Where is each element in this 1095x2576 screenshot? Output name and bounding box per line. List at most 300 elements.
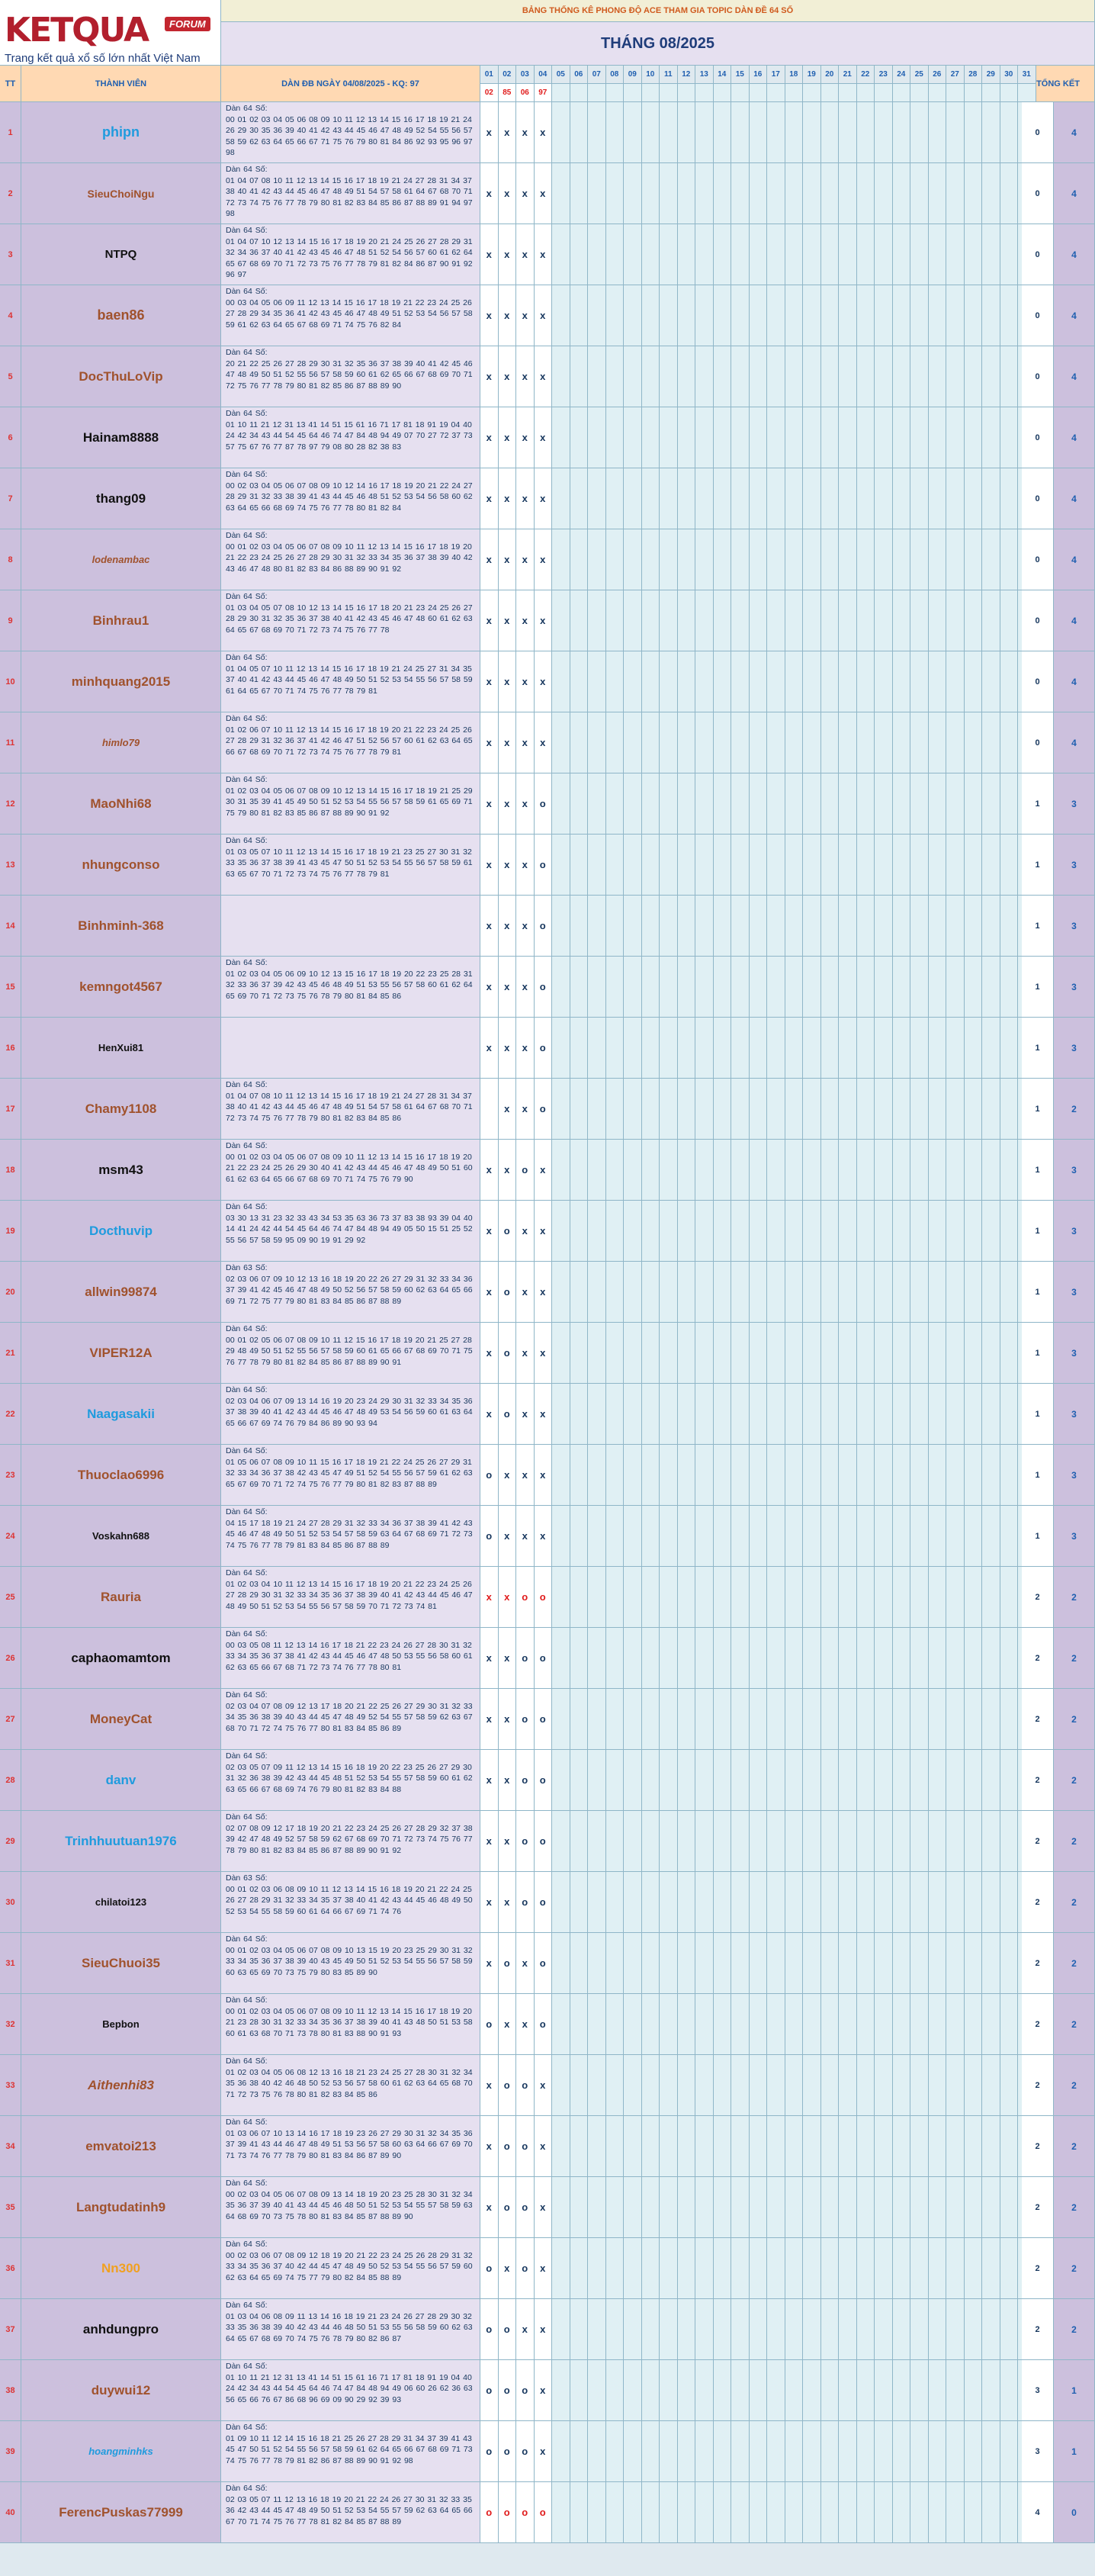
- day-empty: [642, 1201, 660, 1262]
- day-empty: [714, 712, 732, 773]
- day-empty: [731, 1506, 750, 1567]
- row-number: 21: [0, 1323, 21, 1384]
- day-empty: [1000, 1323, 1019, 1384]
- day-empty: [839, 896, 857, 957]
- day-empty: [893, 1933, 911, 1994]
- day-empty: [946, 1506, 965, 1567]
- member-name[interactable]: Hainam8888: [21, 407, 221, 468]
- member-name[interactable]: msm43: [21, 1140, 221, 1201]
- day-empty: [606, 346, 625, 407]
- day-empty: [695, 1201, 714, 1262]
- member-name[interactable]: Naagasakii: [21, 1384, 221, 1445]
- day-empty: [750, 773, 768, 835]
- member-name[interactable]: anhdungpro: [21, 2299, 221, 2360]
- day-empty: [803, 1262, 821, 1323]
- day-empty: [606, 590, 625, 651]
- day-empty: [821, 1323, 840, 1384]
- day-empty: [821, 896, 840, 957]
- dan-numbers: [221, 2238, 480, 2299]
- day-empty: [875, 468, 893, 529]
- day-empty: [660, 1628, 678, 1689]
- day-empty: [821, 1933, 840, 1994]
- day-empty: [857, 590, 875, 651]
- day-empty: [588, 1689, 606, 1750]
- day-empty: [767, 285, 785, 346]
- day-empty: [857, 773, 875, 835]
- day-empty: [893, 1750, 911, 1811]
- day-mark: o: [516, 1872, 535, 1933]
- day-empty: [731, 2238, 750, 2299]
- day-header: 27: [946, 66, 965, 84]
- day-empty: [857, 102, 875, 163]
- dan-numbers: [221, 1262, 480, 1323]
- member-name[interactable]: kemngot4567: [21, 957, 221, 1018]
- member-name[interactable]: baen86: [21, 285, 221, 346]
- dan-label: Dàn 64 Số:: [226, 653, 268, 662]
- day-result: [660, 84, 678, 102]
- day-empty: [929, 1262, 947, 1323]
- day-empty: [695, 2421, 714, 2482]
- day-header: 01: [480, 66, 499, 84]
- dan-label: Dàn 64 Số:: [226, 1324, 268, 1333]
- member-name[interactable]: hoangminhks: [21, 2421, 221, 2482]
- day-empty: [588, 1811, 606, 1872]
- day-empty: [965, 2177, 983, 2238]
- day-empty: [660, 2177, 678, 2238]
- day-empty: [929, 285, 947, 346]
- member-name[interactable]: allwin99874: [21, 1262, 221, 1323]
- day-empty: [946, 2421, 965, 2482]
- total-score: 2: [1054, 2299, 1095, 2360]
- day-empty: [857, 1689, 875, 1750]
- day-empty: [767, 2116, 785, 2177]
- day-empty: [946, 1201, 965, 1262]
- day-empty: [660, 468, 678, 529]
- day-empty: [910, 1994, 929, 2055]
- day-empty: [821, 1994, 840, 2055]
- dan-numbers: [221, 773, 480, 835]
- day-empty: [785, 2238, 804, 2299]
- day-empty: [893, 529, 911, 590]
- day-empty: [910, 957, 929, 1018]
- total-score: 0: [1054, 2482, 1095, 2543]
- member-name[interactable]: Binhrau1: [21, 590, 221, 651]
- dan-label: Dàn 64 Số:: [226, 2118, 268, 2127]
- day-empty: [642, 529, 660, 590]
- day-empty: [570, 2177, 589, 2238]
- day-empty: [731, 346, 750, 407]
- day-empty: [982, 1262, 1000, 1323]
- day-empty: [946, 1872, 965, 1933]
- day-empty: [660, 1079, 678, 1140]
- day-empty: [767, 2238, 785, 2299]
- day-empty: [857, 896, 875, 957]
- day-empty: [839, 773, 857, 835]
- day-empty: [642, 2421, 660, 2482]
- member-name[interactable]: thang09: [21, 468, 221, 529]
- member-name[interactable]: emvatoi213: [21, 2116, 221, 2177]
- day-empty: [660, 163, 678, 224]
- day-empty: [910, 1750, 929, 1811]
- member-name[interactable]: Trinhhuutuan1976: [21, 1811, 221, 1872]
- day-empty: [857, 2055, 875, 2116]
- day-header: 04: [535, 66, 553, 84]
- day-empty: [606, 285, 625, 346]
- day-empty: [570, 957, 589, 1018]
- dan-label: Dàn 64 Số:: [226, 1080, 268, 1089]
- member-name[interactable]: NTPQ: [21, 224, 221, 285]
- day-empty: [839, 2482, 857, 2543]
- day-empty: [821, 1201, 840, 1262]
- day-empty: [929, 2055, 947, 2116]
- day-empty: [678, 1872, 696, 1933]
- day-empty: [893, 2055, 911, 2116]
- day-empty: [785, 1506, 804, 1567]
- day-empty: [624, 1262, 642, 1323]
- total-score: 2: [1054, 1567, 1095, 1628]
- day-empty: [678, 2055, 696, 2116]
- day-empty: [570, 1872, 589, 1933]
- dan-list: 01 03 04 05 07 08 10 12 13 14 15 16 17 18 20 21 23 24 25 26 27 28 29 30 31 32 35 36 37 38 40 41 42 43 45 46 47 48 60 61 62 63 64 65 67 68 69 70 71 72 73 74 75 76 77 78: [226, 603, 473, 635]
- day-empty: [839, 2299, 857, 2360]
- day-mark: x: [499, 1140, 517, 1201]
- member-name[interactable]: Binhminh-368: [21, 896, 221, 957]
- day-empty: [714, 2116, 732, 2177]
- day-empty: [714, 2055, 732, 2116]
- day-mark: x: [516, 712, 535, 773]
- dan-label: Dàn 64 Số:: [226, 714, 268, 723]
- day-header: 26: [929, 66, 947, 84]
- day-empty: [929, 835, 947, 896]
- member-name[interactable]: caphaomamtom: [21, 1628, 221, 1689]
- total-score: 2: [1054, 1811, 1095, 1872]
- day-empty: [642, 407, 660, 468]
- member-name[interactable]: danv: [21, 1750, 221, 1811]
- day-empty: [857, 1018, 875, 1079]
- day-empty: [893, 1018, 911, 1079]
- day-empty: [570, 2055, 589, 2116]
- day-mark: x: [499, 529, 517, 590]
- day-empty: [821, 835, 840, 896]
- day-empty: [982, 2360, 1000, 2421]
- day-mark: x: [480, 1933, 499, 1994]
- miss-count: 1: [1022, 957, 1054, 1018]
- day-empty: [803, 102, 821, 163]
- dan-numbers: [221, 2299, 480, 2360]
- day-mark: x: [516, 529, 535, 590]
- day-empty: [731, 2116, 750, 2177]
- day-empty: [678, 1994, 696, 2055]
- total-score: 1: [1054, 2360, 1095, 2421]
- day-mark: o: [516, 1628, 535, 1689]
- day-empty: [857, 1445, 875, 1506]
- day-empty: [893, 224, 911, 285]
- member-name[interactable]: nhungconso: [21, 835, 221, 896]
- day-empty: [875, 2177, 893, 2238]
- day-empty: [1000, 2116, 1019, 2177]
- day-empty: [839, 1933, 857, 1994]
- day-empty: [857, 1323, 875, 1384]
- day-empty: [821, 2299, 840, 2360]
- day-empty: [1000, 1872, 1019, 1933]
- day-empty: [803, 1018, 821, 1079]
- day-empty: [929, 468, 947, 529]
- day-empty: [929, 224, 947, 285]
- day-empty: [678, 224, 696, 285]
- day-empty: [695, 1689, 714, 1750]
- day-empty: [552, 163, 570, 224]
- total-score: 2: [1054, 2055, 1095, 2116]
- day-empty: [857, 2299, 875, 2360]
- day-empty: [695, 163, 714, 224]
- day-mark: x: [499, 1750, 517, 1811]
- miss-count: 1: [1022, 835, 1054, 896]
- day-empty: [982, 712, 1000, 773]
- day-mark: o: [480, 2421, 499, 2482]
- day-mark: x: [516, 102, 535, 163]
- member-name[interactable]: Docthuvip: [21, 1201, 221, 1262]
- day-empty: [875, 1384, 893, 1445]
- ketqua-logo[interactable]: [0, 0, 221, 66]
- day-empty: [839, 1079, 857, 1140]
- day-empty: [982, 2299, 1000, 2360]
- day-empty: [857, 2177, 875, 2238]
- day-empty: [750, 163, 768, 224]
- member-name[interactable]: SieuChoiNgu: [21, 163, 221, 224]
- day-empty: [606, 529, 625, 590]
- day-empty: [588, 896, 606, 957]
- day-mark: o: [499, 2421, 517, 2482]
- day-empty: [750, 1750, 768, 1811]
- day-empty: [624, 590, 642, 651]
- total-score: 2: [1054, 1079, 1095, 1140]
- day-empty: [910, 2055, 929, 2116]
- day-header: 02: [499, 66, 517, 84]
- miss-count: 0: [1022, 285, 1054, 346]
- member-name[interactable]: phipn: [21, 102, 221, 163]
- member-name[interactable]: Voskahn688: [21, 1506, 221, 1567]
- day-mark: x: [535, 529, 553, 590]
- day-mark: x: [535, 1201, 553, 1262]
- day-empty: [552, 468, 570, 529]
- dan-label: Dàn 64 Số:: [226, 836, 268, 845]
- day-empty: [785, 2360, 804, 2421]
- day-empty: [875, 1994, 893, 2055]
- day-empty: [660, 2116, 678, 2177]
- total-score: 4: [1054, 712, 1095, 773]
- member-name[interactable]: chilatoi123: [21, 1872, 221, 1933]
- day-empty: [982, 224, 1000, 285]
- day-empty: [660, 1201, 678, 1262]
- day-mark: o: [535, 896, 553, 957]
- dan-list: 01 03 05 07 10 11 12 13 14 15 16 17 18 19 21 23 25 27 30 31 32 33 35 36 37 38 39 41 43 45 47 50 51 52 53 54 55 56 57 58 59 61 63 65 67 70 71 72 73 74 75 76 77 78 79 81: [226, 847, 473, 879]
- day-empty: [642, 1323, 660, 1384]
- member-name[interactable]: Chamy1108: [21, 1079, 221, 1140]
- day-empty: [821, 1689, 840, 1750]
- total-score: 1: [1054, 2421, 1095, 2482]
- day-empty: [1000, 2360, 1019, 2421]
- day-empty: [606, 1262, 625, 1323]
- day-empty: [965, 1323, 983, 1384]
- day-mark: x: [499, 2238, 517, 2299]
- day-empty: [714, 1750, 732, 1811]
- day-mark: x: [480, 1201, 499, 1262]
- member-name[interactable]: Thuoclao6996: [21, 1445, 221, 1506]
- total-score: 3: [1054, 1262, 1095, 1323]
- day-empty: [588, 2360, 606, 2421]
- day-empty: [731, 1750, 750, 1811]
- member-name[interactable]: Aithenhi83: [21, 2055, 221, 2116]
- member-name[interactable]: minhquang2015: [21, 651, 221, 712]
- day-empty: [552, 1079, 570, 1140]
- day-empty: [660, 1384, 678, 1445]
- dan-list: 01 04 05 07 10 11 12 13 14 15 16 17 18 19 21 24 25 27 31 34 35 37 40 41 42 43 44 45 46 47 48 49 50 51 52 53 54 55 56 57 58 59 61 64 65 67 70 71 74 75 76 77 78 79 81: [226, 664, 473, 696]
- day-empty: [1000, 957, 1019, 1018]
- day-empty: [552, 1140, 570, 1201]
- row-number: 19: [0, 1201, 21, 1262]
- day-empty: [893, 102, 911, 163]
- day-empty: [910, 651, 929, 712]
- day-mark: x: [480, 529, 499, 590]
- day-empty: [839, 285, 857, 346]
- day-mark: x: [535, 1384, 553, 1445]
- day-empty: [875, 1323, 893, 1384]
- day-empty: [821, 1140, 840, 1201]
- day-empty: [660, 1872, 678, 1933]
- day-empty: [714, 163, 732, 224]
- day-empty: [785, 346, 804, 407]
- dan-list: 01 05 06 07 08 09 10 11 15 16 17 18 19 21 22 24 25 26 27 29 31 32 33 34 36 37 38 42 43 45 47 49 51 52 54 55 56 57 59 61 62 63 65 67 69 70 71 72 74 75 76 77 79 80 81 82 83 87 88 89: [226, 1457, 473, 1489]
- dan-label: Dàn 64 Số:: [226, 226, 268, 235]
- dan-numbers: [221, 1994, 480, 2055]
- day-empty: [767, 1079, 785, 1140]
- day-mark: x: [535, 590, 553, 651]
- row-number: 7: [0, 468, 21, 529]
- day-empty: [588, 1567, 606, 1628]
- day-empty: [678, 590, 696, 651]
- row-number: 10: [0, 651, 21, 712]
- day-empty: [695, 1323, 714, 1384]
- member-name[interactable]: Rauria: [21, 1567, 221, 1628]
- day-empty: [893, 957, 911, 1018]
- day-empty: [767, 407, 785, 468]
- day-empty: [624, 529, 642, 590]
- day-empty: [642, 2299, 660, 2360]
- day-empty: [624, 163, 642, 224]
- dan-label: Dàn 64 Số:: [226, 1141, 268, 1150]
- day-empty: [714, 1933, 732, 1994]
- day-empty: [785, 1384, 804, 1445]
- day-empty: [982, 590, 1000, 651]
- day-mark: o: [535, 1689, 553, 1750]
- member-name[interactable]: himlo79: [21, 712, 221, 773]
- day-mark: x: [480, 163, 499, 224]
- day-empty: [785, 1262, 804, 1323]
- member-name[interactable]: FerencPuskas77999: [21, 2482, 221, 2543]
- day-empty: [624, 957, 642, 1018]
- day-empty: [731, 1445, 750, 1506]
- day-empty: [839, 590, 857, 651]
- day-empty: [982, 346, 1000, 407]
- day-empty: [678, 285, 696, 346]
- day-empty: [929, 529, 947, 590]
- day-empty: [982, 468, 1000, 529]
- member-name[interactable]: Nn300: [21, 2238, 221, 2299]
- day-empty: [714, 529, 732, 590]
- day-empty: [965, 529, 983, 590]
- day-result: [946, 84, 965, 102]
- day-empty: [660, 896, 678, 957]
- day-empty: [606, 1323, 625, 1384]
- day-empty: [767, 2055, 785, 2116]
- day-empty: [624, 1750, 642, 1811]
- day-empty: [695, 1018, 714, 1079]
- day-empty: [839, 529, 857, 590]
- day-empty: [570, 651, 589, 712]
- day-header: 07: [588, 66, 606, 84]
- day-empty: [1000, 407, 1019, 468]
- day-empty: [678, 896, 696, 957]
- member-name[interactable]: VIPER12A: [21, 1323, 221, 1384]
- day-mark: o: [535, 1872, 553, 1933]
- day-empty: [714, 2360, 732, 2421]
- day-empty: [678, 1018, 696, 1079]
- member-name[interactable]: Langtudatinh9: [21, 2177, 221, 2238]
- day-empty: [606, 1079, 625, 1140]
- day-mark: x: [499, 1567, 517, 1628]
- member-name[interactable]: duywui12: [21, 2360, 221, 2421]
- day-empty: [821, 1018, 840, 1079]
- member-name[interactable]: DocThuLoVip: [21, 346, 221, 407]
- day-empty: [1000, 163, 1019, 224]
- day-mark: o: [480, 2299, 499, 2360]
- member-name[interactable]: MoneyCat: [21, 1689, 221, 1750]
- day-empty: [695, 468, 714, 529]
- row-number: 26: [0, 1628, 21, 1689]
- total-score: 2: [1054, 2116, 1095, 2177]
- day-empty: [946, 2299, 965, 2360]
- member-name[interactable]: lodenambac: [21, 529, 221, 590]
- day-result: [731, 84, 750, 102]
- day-mark: x: [516, 1445, 535, 1506]
- day-empty: [1000, 1567, 1019, 1628]
- day-mark: o: [516, 1567, 535, 1628]
- day-empty: [982, 1201, 1000, 1262]
- member-name[interactable]: HenXui81: [21, 1018, 221, 1079]
- day-empty: [893, 1628, 911, 1689]
- day-empty: [642, 1872, 660, 1933]
- day-empty: [910, 1872, 929, 1933]
- day-header: 19: [803, 66, 821, 84]
- day-empty: [910, 163, 929, 224]
- member-name[interactable]: Bepbon: [21, 1994, 221, 2055]
- total-score: 2: [1054, 2238, 1095, 2299]
- day-empty: [965, 285, 983, 346]
- dan-list: 02 03 04 07 08 09 12 13 17 18 20 21 22 25 26 27 29 30 31 32 33 34 35 36 38 39 40 43 44 45 47 48 49 52 54 55 57 58 59 62 63 67 68 70 71 72 74 75 76 77 80 81 83 84 85 86 89: [226, 1701, 473, 1733]
- day-empty: [965, 712, 983, 773]
- day-empty: [946, 651, 965, 712]
- day-empty: [803, 529, 821, 590]
- day-mark: x: [499, 590, 517, 651]
- day-empty: [552, 2482, 570, 2543]
- member-name[interactable]: SieuChuoi35: [21, 1933, 221, 1994]
- dan-list: 00 03 05 08 11 12 13 14 16 17 18 21 22 23 24 26 27 28 30 31 32 33 34 35 36 37 38 41 42 43 44 45 46 47 48 50 53 55 56 58 60 61 62 63 65 66 67 68 71 72 73 74 76 77 78 80 81: [226, 1640, 473, 1672]
- day-empty: [1000, 1262, 1019, 1323]
- member-name[interactable]: MaoNhi68: [21, 773, 221, 835]
- day-empty: [875, 1872, 893, 1933]
- day-empty: [714, 835, 732, 896]
- day-empty: [552, 102, 570, 163]
